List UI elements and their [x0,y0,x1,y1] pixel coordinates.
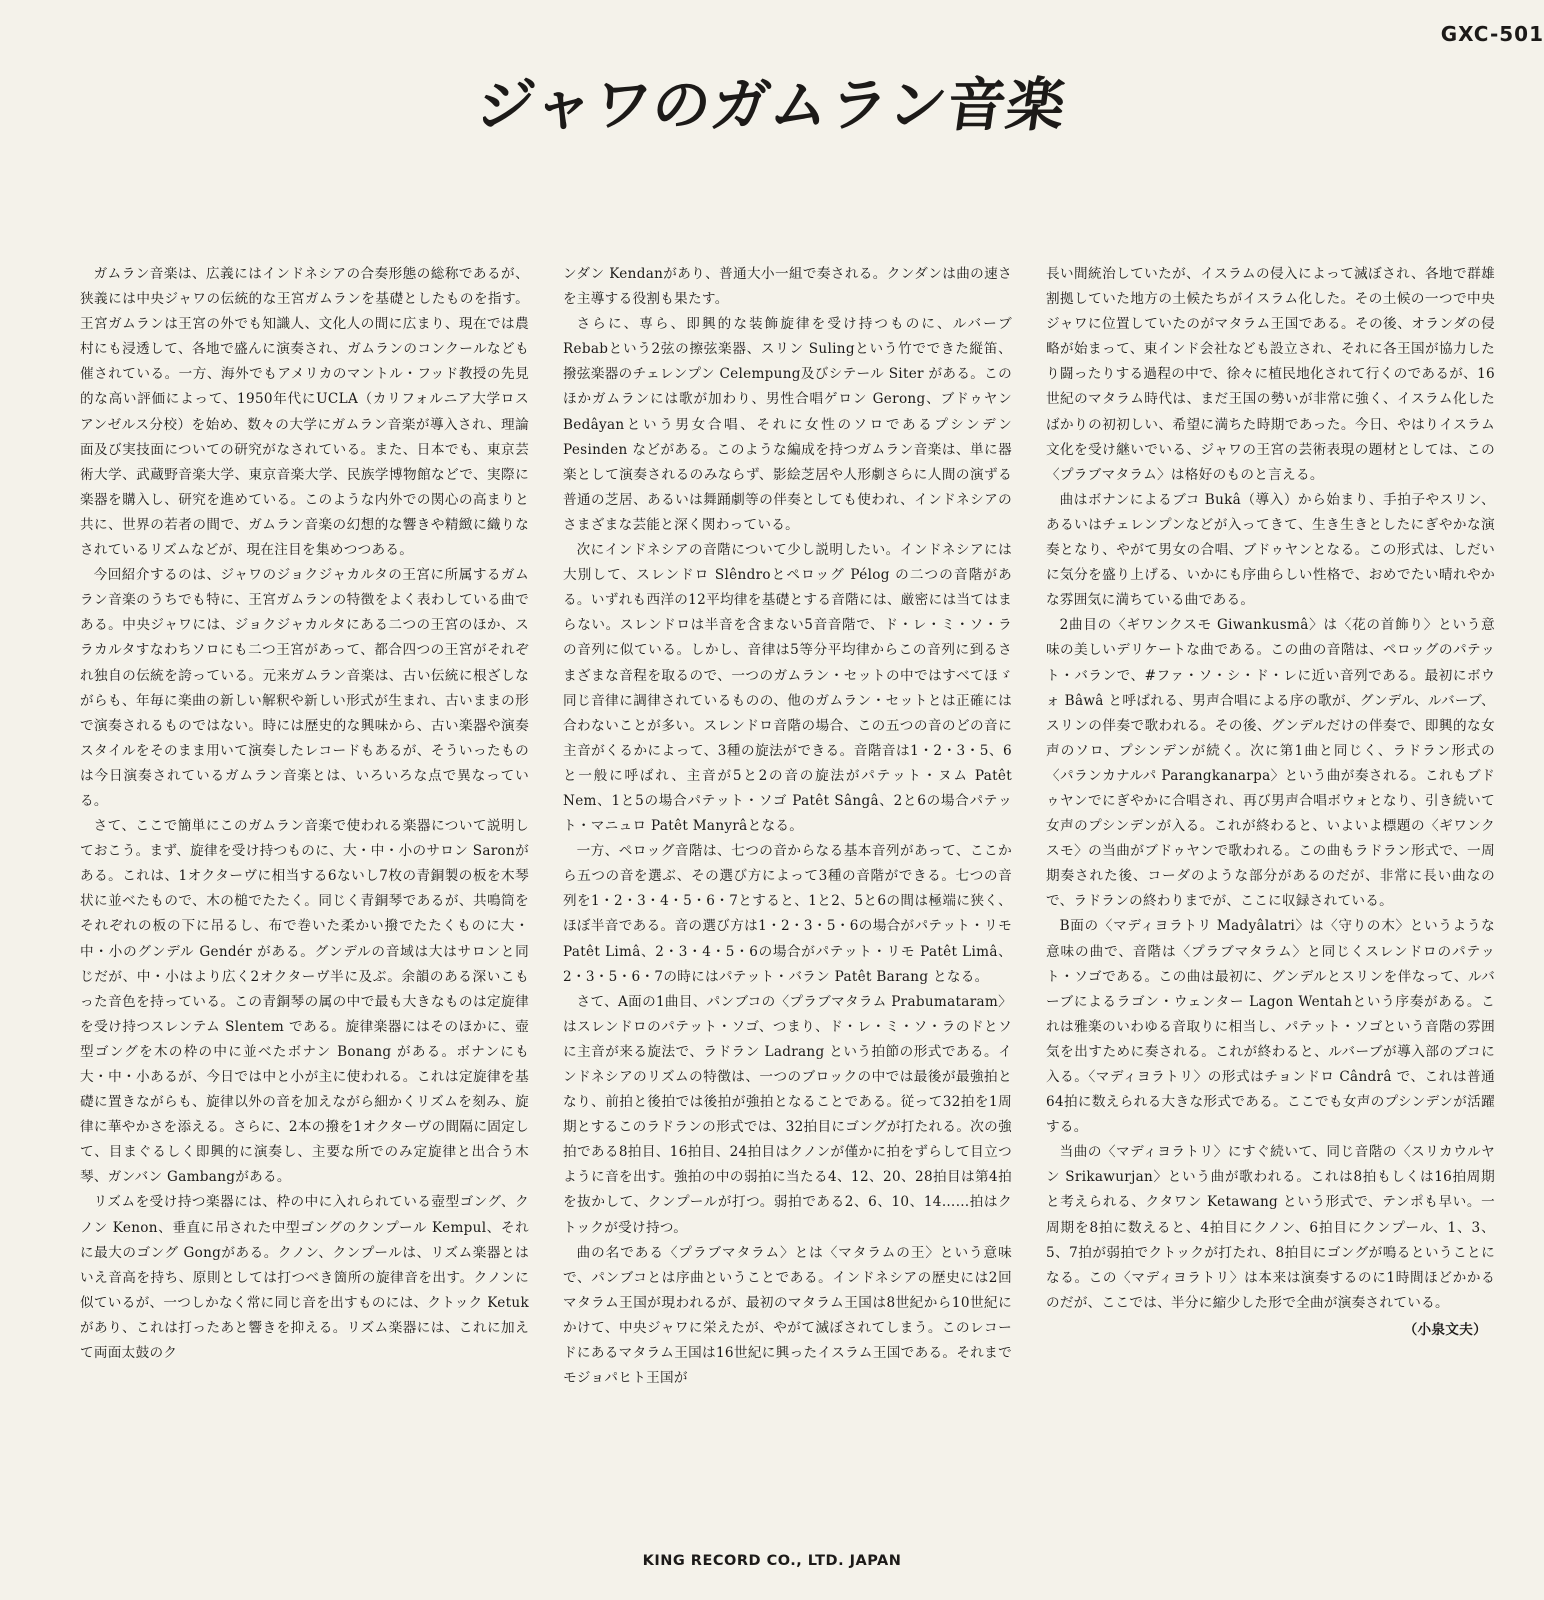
paragraph: 一方、ペロッグ音階は、七つの音からなる基本音列があって、ここから五つの音を選ぶ、その選び方によって3種の音階ができる。七つの音列を1・2・3・4・5・6・7とすると、1と2、5と6の間は極端に狭く、ほぼ半音である。音の選び方は1・2・3・5・6の場合がパテット・リモ Patêt Limâ、2・3・4・5・6の場合がパテット・リモ Patêt Limâ、2・3・5・6・7の時にはパテット・バラン Patêt Barang となる。 [563,843,1012,985]
text-column-3 [1046,262,1495,1391]
paragraph: さて、A面の1曲目、パンブコの〈プラブマタラム Prabumataram〉はスレンドロのパテット・ソゴ、つまり、ド・レ・ミ・ソ・ラのドとソに主音が来る旋法で、ラドラン Ladrang という拍節の形式である。インドネシアのリズムの特徴は、一つのブロックの中では最後が最強拍となり、前拍と後拍では後拍が強拍となることである。従って32拍を1周期とするこのラドランの形式では、32拍目にゴングが打たれる。次の強拍である8拍目、16拍目、24拍目はクノンが僅かに拍をずらして目立つように音を出す。強拍の中の弱拍に当たる4、12、20、28拍目は第4拍を抜かして、クンプールが打つ。弱拍である2、6、10、14……拍はクトックが受け持つ。 [563,993,1012,1236]
paragraph: 曲の名である〈プラブマタラム〉とは〈マタラムの王〉という意味で、パンブコとは序曲ということである。インドネシアの歴史には2回マタラム王国が現われるが、最初のマタラム王国は8世紀から10世紀にかけて、中央ジャワに栄えたが、やがて滅ぼされてしまう。このレコードにあるマタラム王国は16世紀に興ったイスラム王国である。それまでモジョパヒト王国が [563,1244,1012,1387]
paragraph: さらに、専ら、即興的な装飾旋律を受け持つものに、ルバーブ Rebabという2弦の擦弦楽器、スリン Sulingという竹でできた縦笛、撥弦楽器のチェレンプン Celempung及びシテール Siter がある。このほかガムランには歌が加わり、男性合唱ゲロン Gerong、ブドゥヤン Bedâyanという男女合唱、それに女性のソロであるプシンデン Pesinden などがある。このような編成を持つガムラン音楽は、単に器楽として演奏されるのみならず、影絵芝居や人形劇さらに人間の演ずる普通の芝居、あるいは舞踊劇等の伴奏としても使われ、インドネシアのさまざまな芸能と深く関わっている。 [563,316,1012,533]
catalog-number: GXC-501 [1440,22,1544,46]
page-title: ジャワのガムラン音楽 [472,71,1071,139]
paragraph-continued: ンダン Kendanがあり、普通大小一組で奏される。クンダンは曲の速さを主導する役割も果たす。 [563,266,1012,308]
liner-notes-body [80,262,1496,1391]
paragraph: B面の〈マディヨラトリ Madyâlatri〉は〈守りの木〉というような意味の曲で、音階は〈プラブマタラム〉と同じくスレンドロのパテット・ソゴである。この曲は最初に、グンデルとスリンを伴なって、ルバーブによるラゴン・ウェンター Lagon Wentahという序奏がある。これは雅楽のいわゆる音取りに相当し、パテット・ソゴという音階の雰囲気を出すために奏される。これが終わると、ルバーブが導入部のブコに入る。〈マディヨラトリ〉の形式はチョンドロ Cândrâ で、これは普通64拍に数えられる大きな形式である。ここでも女声のプシンデンが活躍する。 [1046,918,1495,1136]
paragraph: 今回紹介するのは、ジャワのジョクジャカルタの王宮に所属するガムラン音楽のうちでも特に、王宮ガムランの特徴をよく表わしている曲である。中央ジャワには、ジョクジャカルタにある二つの王宮のほか、スラカルタすなわちソロにも二つ王宮があって、都合四つの王宮がそれぞれ独自の伝統を誇っている。元来ガムラン音楽は、古い伝統に根ざしながらも、年毎に楽曲の新しい解釈や新しい形式が生まれ、古いままの形で演奏されるものではない。時には歴史的な興味から、古い楽器や演奏スタイルをそのまま用いて演奏したレコードもあるが、そういったものは今日演奏されているガムラン音楽とは、いろいろな点で異なっている。 [80,567,529,809]
paragraph: 当曲の〈マディヨラトリ〉にすぐ続いて、同じ音階の〈スリカウルヤン Srikawurjan〉という曲が歌われる。これは8拍もしくは16拍周期と考えられる、クタワン Ketawang という形式で、テンポも早い。一周期を8拍に数えると、4拍目にクノン、6拍目にクンプール、1、3、5、7拍が弱拍でクトックが打たれ、8拍目にゴングが鳴るということになる。この〈マディヨラトリ〉は本来は演奏するのに1時間ほどかかるのだが、ここでは、半分に縮少した形で全曲が演奏されている。 [1046,1144,1495,1311]
paragraph: リズムを受け持つ楽器には、枠の中に入れられている壺型ゴング、クノン Kenon、垂直に吊された中型ゴングのクンプール Kempul、それに最大のゴング Gongがある。クノン、クンプールは、リズム楽器とはいえ音高を持ち、原則としては打つべき箇所の旋律音を出す。クノンに似ているが、一つしかなく常に同じ音を出すものには、クトック Ketukがあり、これは打ったあと響きを抑える。リズム楽器には、これに加えて両面太鼓のク [80,1194,529,1362]
paragraph: 曲はボナンによるブコ Bukâ（導入）から始まり、手拍子やスリン、あるいはチェレンプンなどが入ってきて、生き生きとしたにぎやかな演奏となり、やがて男女の合唱、ブドゥヤンとなる。この形式は、しだいに気分を盛り上げる、いかにも序曲らしい性格で、おめでたい晴れやかな雰囲気に満ちている曲である。 [1046,491,1495,609]
text-column-1 [80,262,529,1391]
paragraph-continued: 長い間統治していたが、イスラムの侵入によって滅ぼされ、各地で群雄割拠していた地方の土候たちがイスラム化した。その土候の一つで中央ジャワに位置していたのがマタラム王国である。その後、オランダの侵略が始まって、東インド会社なども設立され、それに各王国が協力したり闘ったりする過程の中で、徐々に植民地化されて行くのであるが、16世紀のマタラム時代は、まだ王国の勢いが非常に強く、イスラム化したばかりの初初しい、希望に満ちた時期であった。今日、やはりイスラム文化を受け継いでいる、ジャワの王宮の芸術表現の題材としては、この〈プラブマタラム〉は格好のものと言える。 [1046,266,1495,483]
paragraph: ガムラン音楽は、広義にはインドネシアの合奏形態の総称であるが、狭義には中央ジャワの伝統的な王宮ガムランを基礎としたものを指す。王宮ガムランは王宮の外でも知識人、文化人の間に広まり、現在では農村にも浸透して、各地で盛んに演奏され、ガムランのコンクールなども催されている。一方、海外でもアメリカのマントル・フッド教授の先見的な高い評価によって、1950年代にUCLA（カリフォルニア大学ロスアンゼルス分校）を始め、数々の大学にガムラン音楽が導入され、理論面及び実技面についての研究がなされている。また、日本でも、東京芸術大学、武蔵野音楽大学、東京音楽大学、民族学博物館などで、実際に楽器を購入し、研究を進めている。このような内外での関心の高まりと共に、世界の若者の間で、ガムラン音楽の幻想的な響きや精緻に織りなされているリズムなどが、現在注目を集めつつある。 [80,266,529,559]
publisher-footer: KING RECORD CO., LTD. JAPAN [642,1553,902,1569]
paragraph: さて、ここで簡単にこのガムラン音楽で使われる楽器について説明しておこう。まず、旋律を受け持つものに、大・中・小のサロン Saronがある。これは、1オクターヴに相当する6ないし7枚の青銅製の板を木琴状に並べたもので、木の槌でたたく。同じく青銅琴であるが、共鳴筒をそれぞれの板の下に吊るし、布で巻いた柔かい撥でたたくものに大・中・小のグンデル Gendér がある。グンデルの音域は大はサロンと同じだが、中・小はより広く2オクターヴ半に及ぶ。余韻のある深いこもった音色を持っている。この青銅琴の属の中で最も大きなものは定旋律を受け持つスレンテム Slentem である。旋律楽器にはそのほかに、壺型ゴングを木の枠の中に並べたボナン Bonang がある。ボナンにも大・中・小あるが、今日では中と小が主に使われる。これは定旋律を基礎に置きながらも、旋律以外の音を加えながら細かくリズムを刻み、旋律に華やかさを添える。さらに、2本の撥を1オクターヴの間隔に固定して、目まぐるしく即興的に演奏し、主要な所でのみ定旋律と出合う木琴、ガンバン Gambangがある。 [80,818,529,1186]
text-column-2 [563,262,1012,1391]
paragraph: 2曲目の〈ギワンクスモ Giwankusmâ〉は〈花の首飾り〉という意味の美しいデリケートな曲である。この曲の音階は、ペロッグのパテット・バランで、#ファ・ソ・シ・ド・レに近い音列である。最初にボウォ Bâwâ と呼ばれる、男声合唱による序の歌が、グンデル、ルバーブ、スリンの伴奏で歌われる。その後、グンデルだけの伴奏で、即興的な女声のソロ、プシンデンが続く。次に第1曲と同じく、ラドラン形式の〈パランカナルパ Parangkanarpa〉という曲が奏される。これもブドゥヤンでにぎやかに合唱され、再び男声合唱ボウォとなり、引き続いて女声のプシンデンが入る。これが終わると、いよいよ標題の〈ギワンクスモ〉の当曲がブドゥヤンで歌われる。この曲もラドラン形式で、一周期奏された後、コーダのような部分があるのだが、非常に長い曲なので、ラドランの終わりまでが、ここに収録されている。 [1046,617,1495,910]
paragraph: 次にインドネシアの音階について少し説明したい。インドネシアには大別して、スレンドロ Slêndroとペロッグ Pélog の二つの音階がある。いずれも西洋の12平均律を基礎とする音階には、厳密には当てはまらない。スレンドロは半音を含まない5音音階で、ド・レ・ミ・ソ・ラの音列に似ている。しかし、音律は5等分平均律からこの音列に到るさまざまな音程を取るので、一つのガムラン・セットの中ではすべてほゞ同じ音律に調律されているものの、他のガムラン・セットとは正確には合わないことが多い。スレンドロ音階の場合、この五つの音のどの音に主音がくるかによって、3種の旋法ができる。音階音は1・2・3・5、6と一般に呼ばれ、主音が5と2の音の旋法がパテット・ヌム Patêt Nem、1と5の場合パテット・ソゴ Patêt Sângâ、2と6の場合パテット・マニュロ Patêt Manyrâとなる。 [563,542,1012,835]
author-signature: （小泉文夫） [1403,1321,1487,1338]
